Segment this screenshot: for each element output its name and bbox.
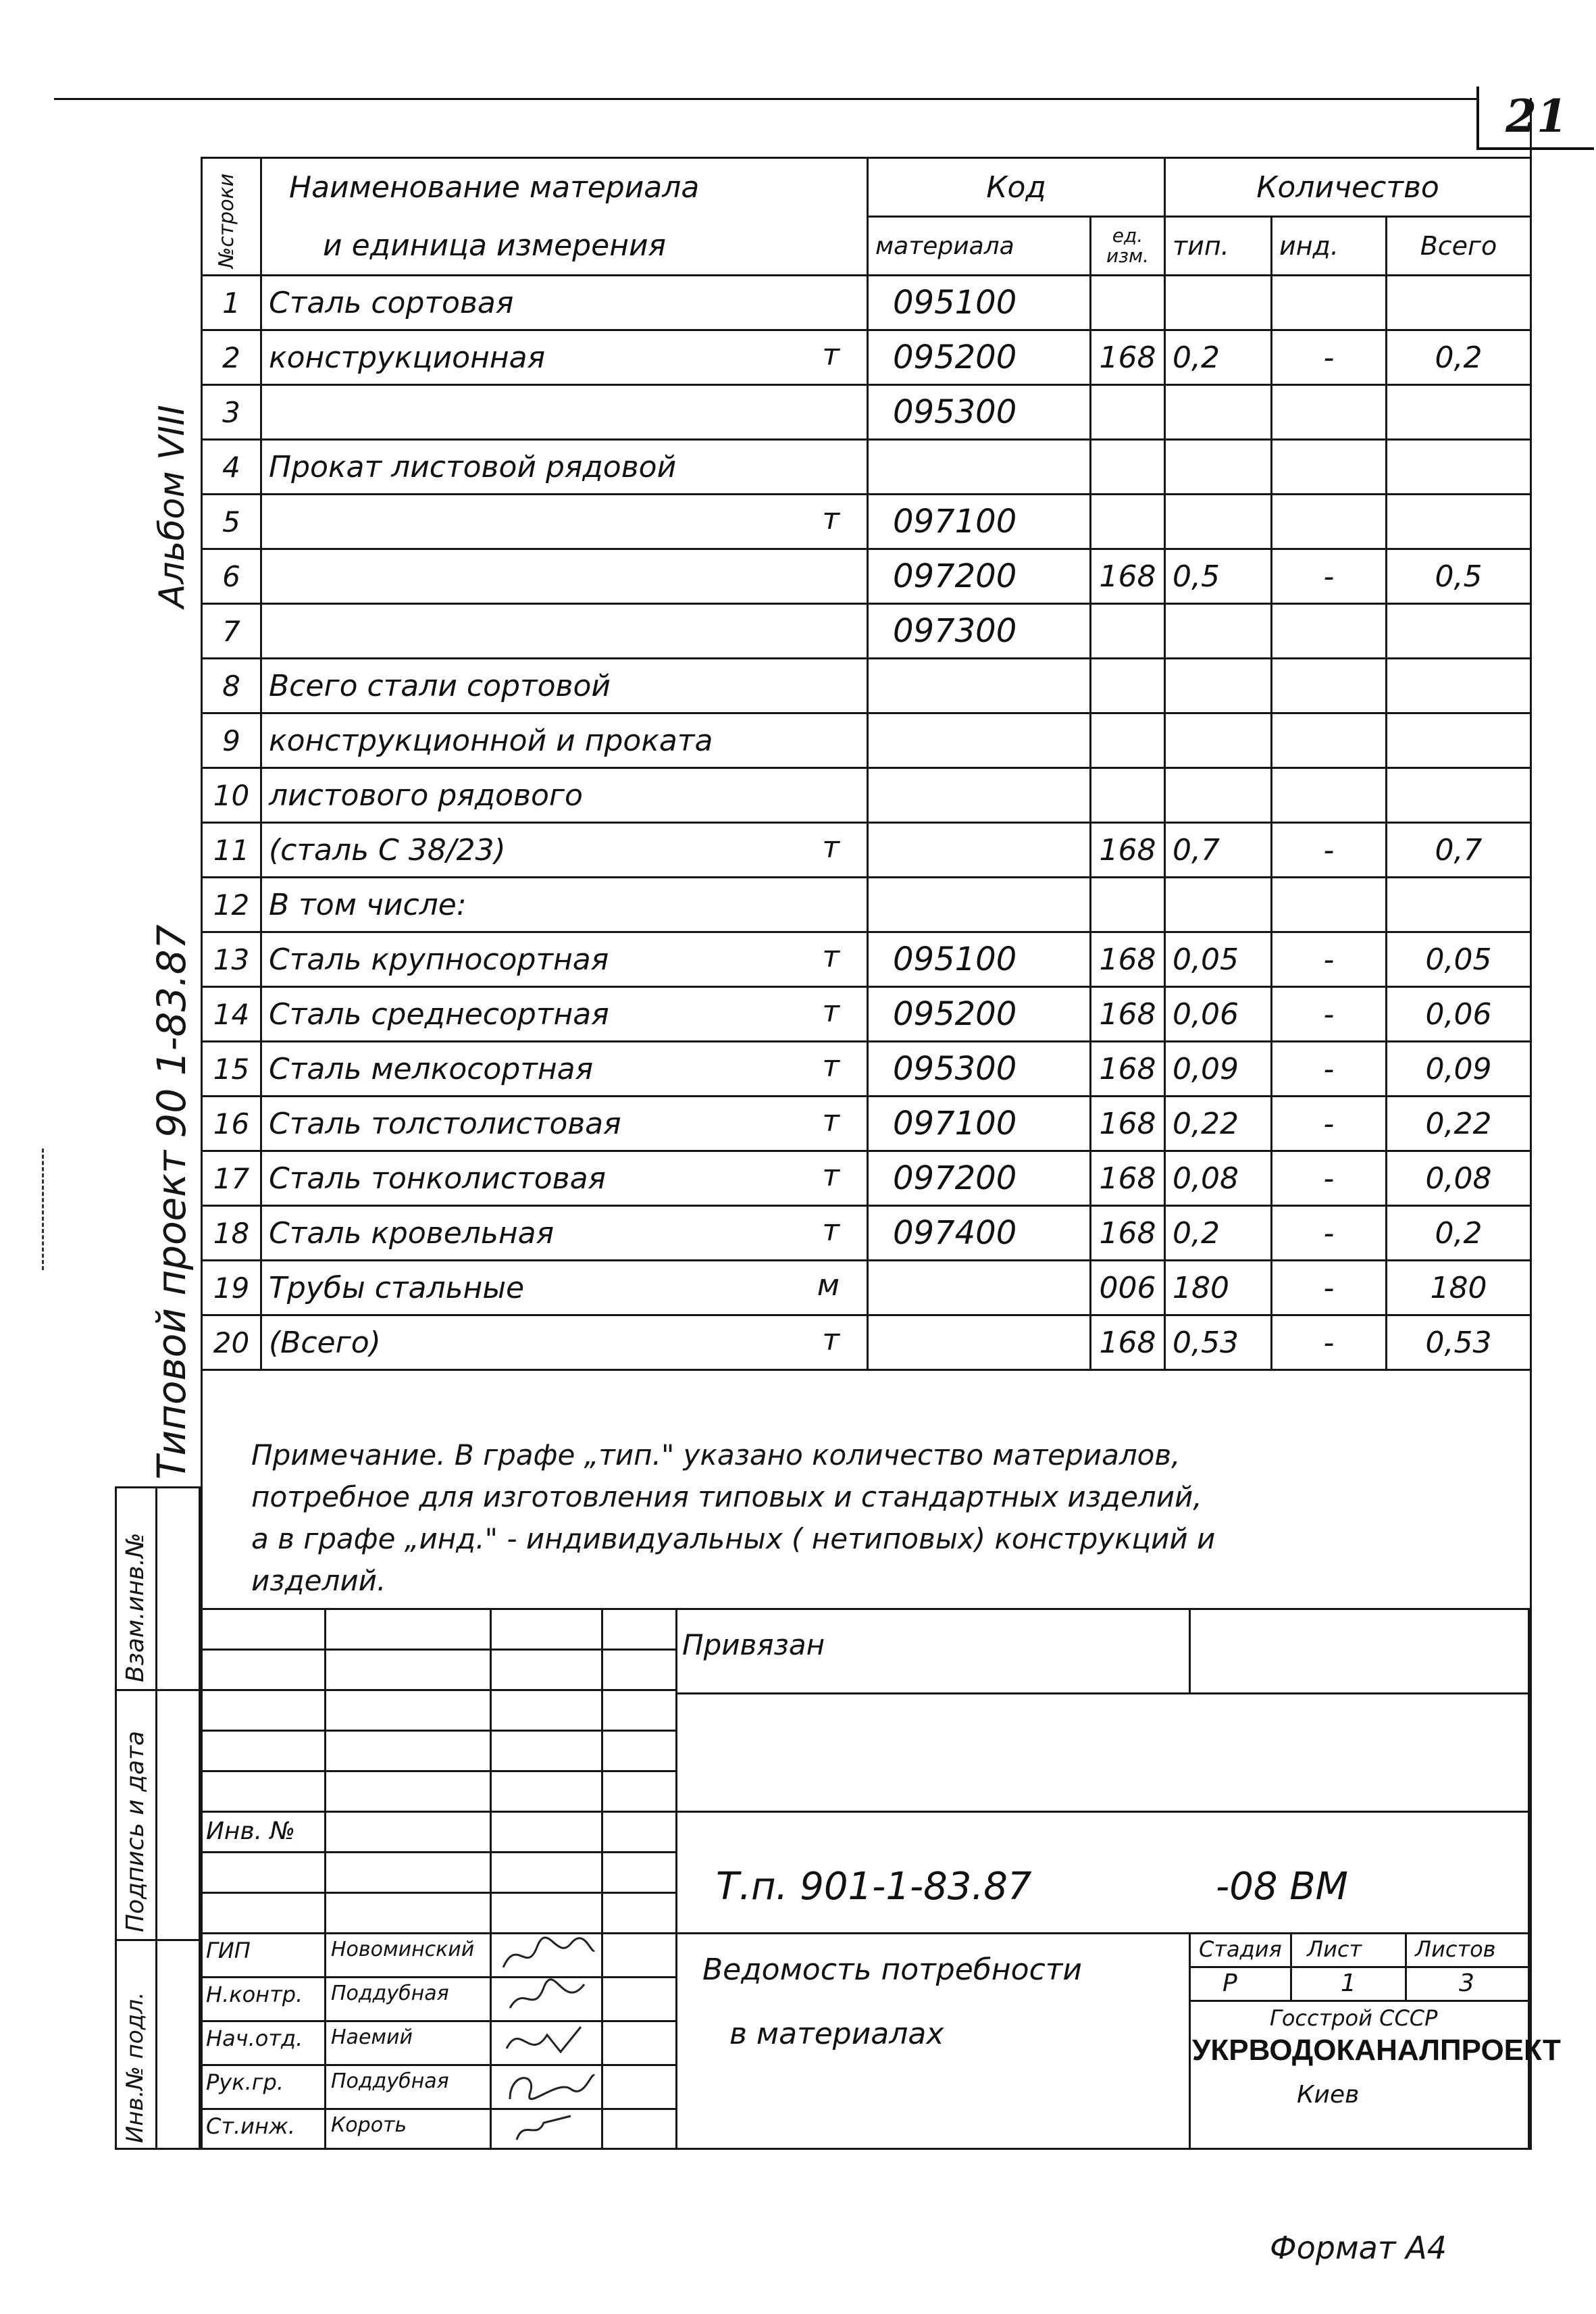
tb-row-11 <box>201 2064 675 2066</box>
qty-tip: 0,5 <box>1165 549 1272 604</box>
row-number: 4 <box>202 440 261 495</box>
tb-row-2 <box>201 1689 675 1691</box>
material-code: 095100 <box>868 276 1091 330</box>
unit-code: 168 <box>1091 823 1165 878</box>
material-name <box>261 878 868 932</box>
org-name: УКРВОДОКАНАЛПРОЕКТ <box>1192 2034 1561 2067</box>
note-line-4: изделий. <box>251 1564 386 1597</box>
document-code: Т.п. 901-1-83.87 <box>716 1865 1032 1909</box>
privyazan-label: Привязан <box>682 1628 825 1661</box>
row-number: 15 <box>202 1042 261 1097</box>
material-name <box>261 823 868 878</box>
qty-ind-header: инд. <box>1272 217 1387 276</box>
material-code: 095300 <box>868 1042 1091 1097</box>
material-name <box>261 659 868 713</box>
material-unit: т <box>822 1049 840 1084</box>
qty-total <box>1387 440 1531 495</box>
qty-total: 0,2 <box>1387 1206 1531 1261</box>
qty-total <box>1387 768 1531 823</box>
table-row <box>202 1151 1531 1206</box>
unit-code <box>1091 878 1165 932</box>
row-number: 1 <box>202 276 261 330</box>
row-number: 18 <box>202 1206 261 1261</box>
material-name <box>261 330 868 385</box>
qty-ind <box>1272 659 1387 713</box>
qty-ind: - <box>1272 1261 1387 1315</box>
album-label: Альбом VIII <box>152 405 192 608</box>
qty-total: 0,22 <box>1387 1097 1531 1151</box>
qty-tip: 0,08 <box>1165 1151 1272 1206</box>
row-number: 10 <box>202 768 261 823</box>
tb-row-4 <box>201 1770 675 1772</box>
unit-code: 168 <box>1091 1151 1165 1206</box>
table-row <box>202 768 1531 823</box>
side-stamp-divider-1 <box>115 1689 201 1691</box>
qty-total <box>1387 276 1531 330</box>
qty-ind: - <box>1272 1206 1387 1261</box>
sheet-value: 1 <box>1341 1969 1356 1997</box>
qty-total <box>1387 495 1531 549</box>
material-name <box>261 768 868 823</box>
side-label-podpis-data: Подпись и дата <box>122 1730 149 1932</box>
signature-st-inzh <box>496 2109 598 2150</box>
tb-org-top <box>1189 2000 1530 2002</box>
qty-ind <box>1272 276 1387 330</box>
unit-code: 168 <box>1091 1315 1165 1370</box>
org-parent: Госстрой СССР <box>1270 2005 1438 2031</box>
qty-total <box>1387 604 1531 659</box>
table-row <box>202 440 1531 495</box>
stage-label: Стадия <box>1199 1936 1282 1962</box>
tb-privyazan-divider <box>1189 1608 1191 1692</box>
qty-ind <box>1272 495 1387 549</box>
material-name-text: Сталь среднесортная <box>269 997 609 1032</box>
material-code: 097100 <box>868 495 1091 549</box>
material-name <box>261 1097 868 1151</box>
qty-total: 0,08 <box>1387 1151 1531 1206</box>
unit-code <box>1091 713 1165 768</box>
tb-stage-row <box>1189 1966 1530 1968</box>
qty-total: 0,06 <box>1387 987 1531 1042</box>
qty-tip: 180 <box>1165 1261 1272 1315</box>
tb-row-3 <box>201 1730 675 1732</box>
qty-ind: - <box>1272 1042 1387 1097</box>
table-row <box>202 1206 1531 1261</box>
table-row <box>202 659 1531 713</box>
qty-ind: - <box>1272 823 1387 878</box>
material-name-text: Сталь кровельная <box>269 1215 555 1251</box>
project-label: Типовой проект 90 1-83.87 <box>149 924 195 1480</box>
signature-nach-otd <box>496 2021 598 2062</box>
sheets-label: Листов <box>1415 1936 1496 1962</box>
material-unit: т <box>822 940 840 974</box>
row-number: 2 <box>202 330 261 385</box>
code-group-header: Код <box>868 158 1165 217</box>
table-row <box>202 878 1531 932</box>
side-label-inv-podl: Инв.№ подл. <box>122 1992 149 2143</box>
material-name <box>261 987 868 1042</box>
material-code: 097100 <box>868 1097 1091 1151</box>
side-stamp-divider-2 <box>115 1939 201 1941</box>
material-unit: т <box>822 1104 840 1138</box>
unit-code <box>1091 440 1165 495</box>
material-code: 095100 <box>868 932 1091 987</box>
tb-stage-divider <box>1189 1932 1191 2150</box>
tb-row-8 <box>201 1932 1530 1934</box>
top-frame-line <box>54 98 1478 100</box>
material-name <box>261 549 868 604</box>
side-stamp-inner-line <box>155 1486 157 2150</box>
row-number: 17 <box>202 1151 261 1206</box>
qty-ind <box>1272 604 1387 659</box>
material-name-text: Трубы стальные <box>269 1270 525 1305</box>
unit-code: 168 <box>1091 330 1165 385</box>
qty-tip: 0,7 <box>1165 823 1272 878</box>
material-code: 097200 <box>868 1151 1091 1206</box>
qty-tip: 0,09 <box>1165 1042 1272 1097</box>
signature-n-kontr <box>496 1978 598 2018</box>
qty-total: 0,53 <box>1387 1315 1531 1370</box>
quantity-group-header: Количество <box>1165 158 1531 217</box>
unit-code <box>1091 768 1165 823</box>
material-unit: т <box>822 1159 840 1193</box>
row-number: 16 <box>202 1097 261 1151</box>
tb-row-10 <box>201 2020 675 2022</box>
material-code <box>868 1261 1091 1315</box>
table-row <box>202 987 1531 1042</box>
qty-total-header: Всего <box>1387 217 1531 276</box>
role-person: Поддубная <box>331 2069 449 2093</box>
material-name-text: (Всего) <box>269 1325 381 1360</box>
qty-total <box>1387 385 1531 440</box>
unit-code: 006 <box>1091 1261 1165 1315</box>
row-number-header: №строки <box>202 158 261 276</box>
material-name <box>261 1206 868 1261</box>
name-header: Наименование материала <box>261 158 868 217</box>
material-name <box>261 440 868 495</box>
row-number: 8 <box>202 659 261 713</box>
qty-ind <box>1272 385 1387 440</box>
material-unit: м <box>817 1268 840 1303</box>
material-unit: т <box>822 995 840 1029</box>
qty-ind: - <box>1272 1151 1387 1206</box>
qty-tip-header: тип. <box>1165 217 1272 276</box>
role-label: Нач.отд. <box>206 2026 303 2051</box>
table-row <box>202 1097 1531 1151</box>
note-line-1: Примечание. В графе „тип." указано количество материалов, <box>251 1438 1181 1472</box>
tb-row-6 <box>201 1851 675 1853</box>
material-code <box>868 768 1091 823</box>
table-row <box>202 330 1531 385</box>
tb-row-9 <box>201 1976 675 1978</box>
role-label: ГИП <box>206 1938 251 1963</box>
qty-ind <box>1272 768 1387 823</box>
material-name-text: Сталь мелкосортная <box>269 1051 594 1086</box>
unit-code <box>1091 604 1165 659</box>
unit-code <box>1091 276 1165 330</box>
material-name <box>261 276 868 330</box>
qty-total: 0,05 <box>1387 932 1531 987</box>
qty-ind: - <box>1272 1315 1387 1370</box>
material-code: 095200 <box>868 330 1091 385</box>
tb-privyazan-bottom <box>675 1692 1530 1694</box>
material-name-text: Сталь сортовая <box>269 285 514 320</box>
qty-ind: - <box>1272 932 1387 987</box>
note-line-2: потребное для изготовления типовых и стандартных изделий, <box>251 1480 1202 1513</box>
qty-tip: 0,06 <box>1165 987 1272 1042</box>
code-unit-header: ед. изм. <box>1091 217 1165 276</box>
material-unit: т <box>822 338 840 372</box>
row-number: 6 <box>202 549 261 604</box>
tb-row-7 <box>201 1892 675 1894</box>
material-code <box>868 713 1091 768</box>
role-person: Поддубная <box>331 1982 449 2005</box>
material-name-text: Сталь толстолистовая <box>269 1106 621 1141</box>
org-city: Киев <box>1297 2081 1360 2109</box>
material-code: 095300 <box>868 385 1091 440</box>
unit-code: 168 <box>1091 1206 1165 1261</box>
role-person: Новоминский <box>331 1938 475 1961</box>
table-row <box>202 276 1531 330</box>
left-margin-mark <box>42 1149 44 1270</box>
row-number: 11 <box>202 823 261 878</box>
material-code: 097300 <box>868 604 1091 659</box>
qty-total: 0,7 <box>1387 823 1531 878</box>
material-unit: т <box>822 502 840 536</box>
table-row <box>202 823 1531 878</box>
material-unit: т <box>822 830 840 865</box>
material-name <box>261 1315 868 1370</box>
material-name-text: листового рядового <box>269 778 583 813</box>
name-header-line2: и единица измерения <box>261 217 868 276</box>
qty-tip <box>1165 713 1272 768</box>
unit-code: 168 <box>1091 932 1165 987</box>
qty-tip: 0,2 <box>1165 1206 1272 1261</box>
row-number: 9 <box>202 713 261 768</box>
role-person: Наемий <box>331 2026 413 2049</box>
qty-ind <box>1272 713 1387 768</box>
code-material-header: материала <box>868 217 1091 276</box>
material-name-text: Сталь крупносортная <box>269 942 609 977</box>
table-row <box>202 1315 1531 1370</box>
document-suffix: -08 ВМ <box>1216 1865 1348 1909</box>
title-line-1: Ведомость потребности <box>702 1953 1083 1987</box>
row-number: 7 <box>202 604 261 659</box>
table-row <box>202 495 1531 549</box>
material-code: 097400 <box>868 1206 1091 1261</box>
materials-table <box>201 157 1532 1371</box>
qty-tip <box>1165 440 1272 495</box>
qty-tip: 0,2 <box>1165 330 1272 385</box>
material-code <box>868 823 1091 878</box>
qty-total: 180 <box>1387 1261 1531 1315</box>
qty-tip <box>1165 385 1272 440</box>
qty-total <box>1387 659 1531 713</box>
page-number: 21 <box>1476 86 1594 150</box>
stage-value: Р <box>1222 1969 1237 1997</box>
qty-total <box>1387 878 1531 932</box>
sheets-value: 3 <box>1459 1969 1474 1997</box>
qty-tip <box>1165 495 1272 549</box>
row-number: 3 <box>202 385 261 440</box>
material-name <box>261 604 868 659</box>
material-code <box>868 440 1091 495</box>
note <box>251 1434 1521 1602</box>
qty-tip <box>1165 276 1272 330</box>
table-row <box>202 1261 1531 1315</box>
qty-tip <box>1165 878 1272 932</box>
qty-tip <box>1165 604 1272 659</box>
material-name-text: конструкционной и проката <box>269 723 713 758</box>
unit-code: 168 <box>1091 987 1165 1042</box>
unit-code <box>1091 659 1165 713</box>
role-person: Короть <box>331 2113 407 2137</box>
qty-ind <box>1272 440 1387 495</box>
tb-col-4 <box>675 1608 677 2150</box>
table-row <box>202 713 1531 768</box>
material-code: 097200 <box>868 549 1091 604</box>
material-name <box>261 713 868 768</box>
material-name <box>261 932 868 987</box>
material-name-text: Всего стали сортовой <box>269 668 611 703</box>
qty-ind <box>1272 878 1387 932</box>
role-label: Ст.инж. <box>206 2113 295 2139</box>
qty-total: 0,5 <box>1387 549 1531 604</box>
role-label: Рук.гр. <box>206 2069 284 2095</box>
qty-tip: 0,53 <box>1165 1315 1272 1370</box>
row-number: 13 <box>202 932 261 987</box>
material-unit: т <box>822 1323 840 1357</box>
qty-ind: - <box>1272 549 1387 604</box>
row-number: 5 <box>202 495 261 549</box>
qty-tip: 0,22 <box>1165 1097 1272 1151</box>
material-name <box>261 385 868 440</box>
format-label: Формат А4 <box>1270 2230 1447 2266</box>
tb-row-12 <box>201 2108 675 2110</box>
signature-ruk-gr <box>496 2065 598 2106</box>
unit-code: 168 <box>1091 1042 1165 1097</box>
material-name-text: В том числе: <box>269 887 467 922</box>
unit-code <box>1091 385 1165 440</box>
material-name-text: (сталь С 38/23) <box>269 832 506 867</box>
material-code <box>868 878 1091 932</box>
note-line-3: а в графе „инд." - индивидуальных ( нетиповых) конструкций и <box>251 1522 1216 1555</box>
material-name <box>261 495 868 549</box>
qty-tip <box>1165 659 1272 713</box>
qty-ind: - <box>1272 1097 1387 1151</box>
row-number: 20 <box>202 1315 261 1370</box>
unit-code: 168 <box>1091 1097 1165 1151</box>
sheet-label: Лист <box>1307 1936 1362 1962</box>
qty-ind: - <box>1272 987 1387 1042</box>
row-number: 12 <box>202 878 261 932</box>
material-unit: т <box>822 1213 840 1248</box>
table-row <box>202 604 1531 659</box>
material-name-text: Прокат листовой рядовой <box>269 449 677 484</box>
material-code <box>868 1315 1091 1370</box>
qty-tip: 0,05 <box>1165 932 1272 987</box>
material-code <box>868 659 1091 713</box>
table-row <box>202 549 1531 604</box>
unit-code: 168 <box>1091 549 1165 604</box>
qty-total: 0,09 <box>1387 1042 1531 1097</box>
material-name-text: Сталь тонколистовая <box>269 1161 606 1196</box>
role-label: Н.контр. <box>206 1982 303 2007</box>
qty-tip <box>1165 768 1272 823</box>
title-line-2: в материалах <box>729 2017 944 2051</box>
material-code: 095200 <box>868 987 1091 1042</box>
table-row <box>202 385 1531 440</box>
row-number: 14 <box>202 987 261 1042</box>
signature-gip <box>496 1934 598 1974</box>
inv-no-label: Инв. № <box>206 1817 296 1845</box>
tb-row-5 <box>201 1811 1530 1813</box>
tb-row-1 <box>201 1649 675 1651</box>
qty-total: 0,2 <box>1387 330 1531 385</box>
side-label-vzam-inv: Взам.инв.№ <box>122 1532 149 1682</box>
table-row <box>202 1042 1531 1097</box>
unit-code <box>1091 495 1165 549</box>
qty-total <box>1387 713 1531 768</box>
material-name <box>261 1261 868 1315</box>
qty-ind: - <box>1272 330 1387 385</box>
table-row <box>202 932 1531 987</box>
material-name <box>261 1042 868 1097</box>
material-name-text: конструкционная <box>269 340 546 375</box>
material-name <box>261 1151 868 1206</box>
row-number: 19 <box>202 1261 261 1315</box>
